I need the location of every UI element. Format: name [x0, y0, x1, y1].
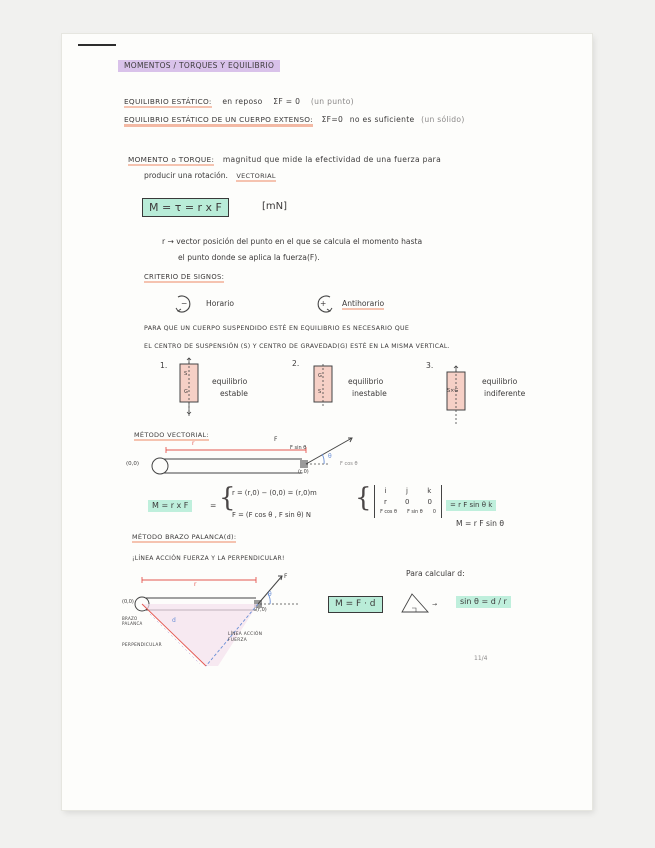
lm-lever-arm-label: BRAZO PALANCA — [122, 616, 143, 627]
eq-num: 1. — [160, 361, 168, 370]
extended-eq-formula: ΣF=0 — [321, 115, 344, 124]
matrix-cell: F cos θ — [380, 510, 397, 515]
extended-eq-text: no es suficiente — [349, 115, 415, 124]
lever-method-heading: MÉTODO BRAZO PALANCA(d): — [132, 533, 237, 541]
matrix-row-f — [375, 507, 441, 518]
lm-d-label: d — [172, 617, 176, 624]
lm-point: (r,0) — [256, 607, 267, 613]
vm-fcos: F cos θ — [340, 461, 358, 467]
matrix-cell: F sin θ — [407, 510, 423, 515]
moment-def-label: MOMENTO o TORQUE: — [128, 155, 215, 164]
vm-r-label: r — [192, 440, 195, 447]
cross-product-matrix — [374, 485, 442, 518]
vm-force: F — [274, 436, 278, 443]
right-triangle-diagram — [398, 590, 434, 616]
unstable-top-label: G — [318, 373, 322, 379]
stable-label1: equilibrio — [212, 377, 248, 386]
main-formula: M = τ = r x F — [142, 198, 229, 217]
moment-def-tag: VECTORIAL — [236, 172, 276, 180]
arrow-icon: → — [432, 601, 438, 608]
vm-fsin: F sin θ — [290, 445, 307, 451]
eq-num: 2. — [292, 359, 300, 368]
vm-formula: M = r x F — [148, 500, 192, 512]
ccw-label: Antihorario — [342, 299, 385, 308]
stable-top-label: S — [184, 371, 188, 377]
lm-origin: (0,0) — [122, 599, 134, 605]
page-title: MOMENTOS / TORQUES Y EQUILIBRIO — [118, 60, 280, 72]
static-eq-line — [124, 98, 354, 106]
vm-magnitude: M = r F sin θ — [456, 519, 504, 528]
vm-point: (r,0) — [298, 469, 309, 475]
suspended-line2: EL CENTRO DE SUSPENSIÓN (S) Y CENTRO DE GRAVEDAD(G) ESTÉ EN LA MISMA VERTICAL. — [144, 343, 450, 350]
lever-method-diagram — [120, 574, 320, 678]
matrix-cell: i — [384, 486, 387, 495]
sign-criteria-heading: CRITERIO DE SIGNOS: — [144, 273, 225, 281]
unstable-body-diagram — [308, 360, 340, 410]
matrix-cell: 0 — [432, 510, 436, 515]
vm-result: = r F sin θ k — [446, 500, 496, 511]
vm-equals: = — [210, 501, 217, 510]
extended-eq-line — [124, 116, 465, 124]
lm-perp-label: PERPENDICULAR — [122, 643, 162, 648]
vm-brace-right: { — [355, 483, 372, 513]
matrix-cell: k — [427, 486, 432, 495]
vm-angle: θ — [328, 453, 332, 460]
moment-def-text1: magnitud que mide la efectividad de una fuerza para — [222, 155, 442, 164]
matrix-row-r — [375, 496, 441, 507]
matrix-cell: r — [384, 497, 387, 506]
ccw-symbol: + — [320, 299, 327, 308]
cw-symbol: − — [181, 299, 188, 308]
lm-formula: M = F · d — [328, 596, 383, 613]
vm-brace: { — [219, 483, 236, 513]
suspended-line1: PARA QUE UN CUERPO SUSPENDIDO ESTÉ EN EQUILIBRIO ES NECESARIO QUE — [144, 325, 410, 332]
vector-method-heading: MÉTODO VECTORIAL: — [134, 431, 209, 439]
lm-sin-formula: sin θ = d / r — [456, 596, 511, 608]
static-eq-formula: ΣF = 0 — [273, 97, 301, 106]
lm-angle: θ — [268, 591, 272, 598]
stable-body-diagram — [174, 356, 206, 418]
indifferent-label2: indiferente — [484, 389, 526, 398]
cw-label: Horario — [206, 299, 235, 308]
lm-r-label: r — [194, 581, 197, 588]
vm-origin: (0,0) — [126, 461, 140, 467]
extended-eq-label: EQUILIBRIO ESTÁTICO DE UN CUERPO EXTENSO: — [124, 115, 313, 127]
lm-force: F — [284, 573, 288, 580]
moment-def-text2: producir una rotación. — [144, 171, 228, 180]
static-eq-label: EQUILIBRIO ESTÁTICO: — [124, 97, 212, 106]
r-def-line2: el punto donde se aplica la fuerza(F). — [178, 253, 320, 262]
unstable-label2: inestable — [352, 389, 387, 398]
matrix-row-unit — [375, 485, 441, 496]
unstable-label1: equilibrio — [348, 377, 384, 386]
corner-mark — [78, 44, 116, 46]
indifferent-center-label: S×G — [447, 388, 459, 394]
notebook-page — [62, 34, 592, 810]
matrix-cell: j — [405, 486, 408, 495]
page-number: 11/4 — [474, 655, 488, 662]
static-eq-text: en reposo — [222, 97, 263, 106]
matrix-cell: 0 — [404, 497, 410, 506]
moment-def-line2 — [144, 172, 276, 180]
vector-method-diagram — [120, 432, 370, 484]
indifferent-body-diagram — [442, 364, 472, 426]
indifferent-label1: equilibrio — [482, 377, 518, 386]
static-eq-note: (un punto) — [310, 97, 354, 106]
stable-bottom-label: G — [184, 389, 188, 395]
lever-instruction: ¡LÍNEA ACCIÓN FUERZA Y LA PERPENDICULAR! — [132, 555, 285, 562]
stable-label2: estable — [220, 389, 248, 398]
eq-num: 3. — [426, 361, 434, 370]
units: [mN] — [262, 201, 288, 212]
r-def-line1: r → vector posición del punto en el que se calcula el momento hasta — [162, 237, 423, 246]
unstable-bottom-label: S — [318, 389, 322, 395]
vm-eq-f: F = (F cos θ , F sin θ) N — [232, 511, 311, 519]
moment-def-line1 — [128, 156, 441, 164]
vm-eq-r: r = (r,0) − (0,0) = (r,0)m — [232, 489, 317, 497]
lm-action-line-label: LÍNEA ACCIÓN FUERZA — [228, 632, 263, 643]
lm-calc-label: Para calcular d: — [406, 569, 465, 578]
matrix-cell: 0 — [427, 497, 432, 506]
extended-eq-note: (un sólido) — [421, 115, 465, 124]
